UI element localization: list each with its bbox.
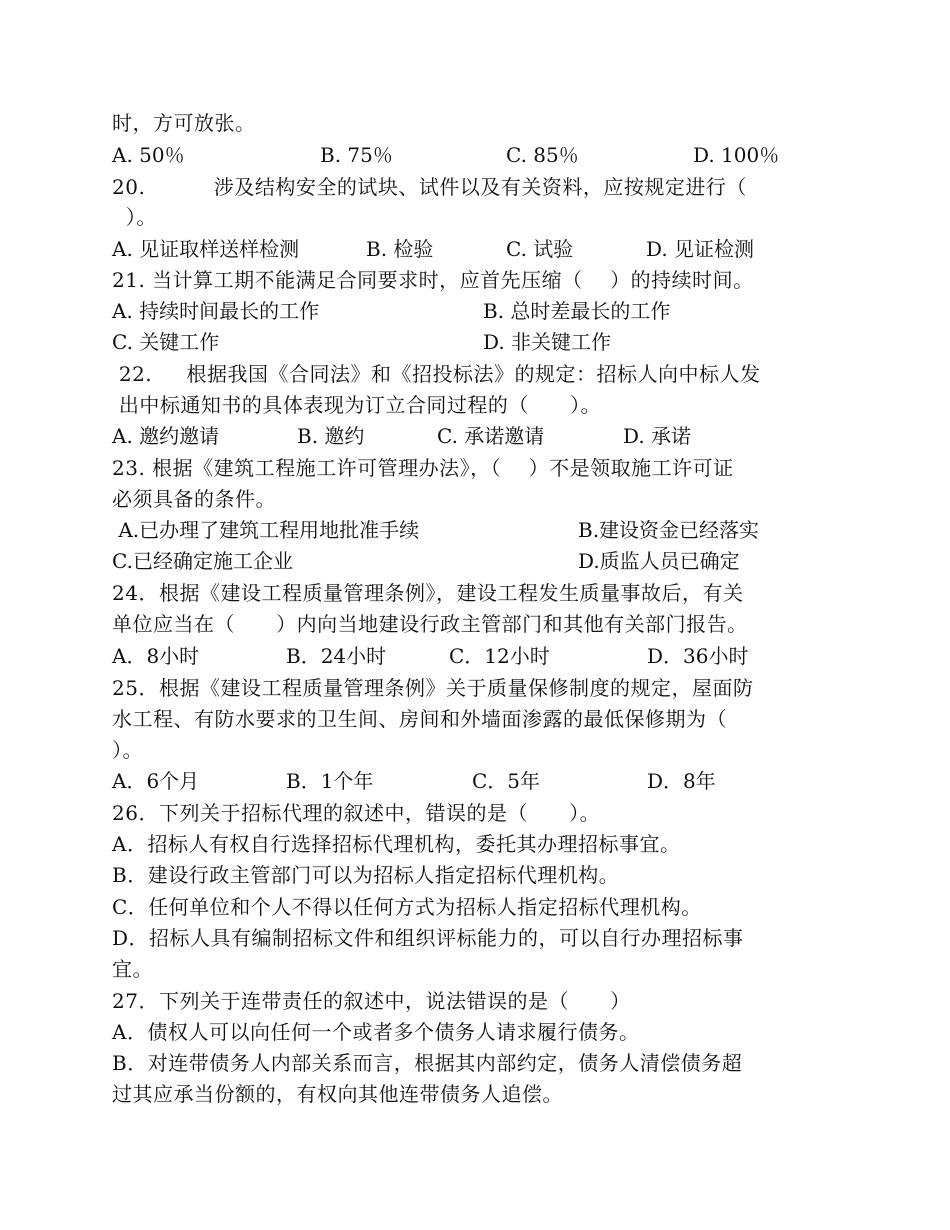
q20-stem-line1: 20. 涉及结构安全的试块、试件以及有关资料，应按规定进行（ <box>112 175 747 199</box>
q22-option-d: D. 承诺 <box>623 424 692 448</box>
q21-option-c: C. 关键工作 <box>112 330 220 354</box>
q23-option-d: D.质监人员已确定 <box>578 549 740 573</box>
q22-option-c: C. 承诺邀请 <box>437 424 545 448</box>
q24-stem-line1: 24．根据《建设工程质量管理条例》，建设工程发生质量事故后，有关 <box>112 581 744 605</box>
q27-option-b-line1: B．对连带债务人内部关系而言，根据其内部约定，债务人清偿债务超 <box>112 1051 743 1075</box>
q24-stem-line2: 单位应当在（ ）内向当地建设行政主管部门和其他有关部门报告。 <box>112 612 748 636</box>
q20-option-b: B. 检验 <box>366 237 434 261</box>
q25-option-c: C．5年 <box>472 769 541 793</box>
q20-option-a: A. 见证取样送样检测 <box>112 237 300 261</box>
q26-option-d-line1: D．招标人具有编制招标文件和组织评标能力的，可以自行办理招标事 <box>112 926 744 950</box>
q25-option-b: B．1个年 <box>286 769 374 793</box>
q27-option-b-line2: 过其应承当份额的，有权向其他连带债务人追偿。 <box>112 1082 563 1106</box>
q20-stem-line2: ）。 <box>112 205 157 229</box>
q25-option-d: D．8年 <box>647 769 716 793</box>
q21-option-b: B. 总时差最长的工作 <box>483 299 671 323</box>
q22-stem-line1: 22. 根据我国《合同法》和《招投标法》的规定：招标人向中标人发 <box>112 362 761 386</box>
q27-option-a: A．债权人可以向任何一个或者多个债务人请求履行债务。 <box>112 1020 640 1044</box>
q22-stem-line2: 出中标通知书的具体表现为订立合同过程的（ ）。 <box>112 393 602 417</box>
q23-stem-line1: 23. 根据《建筑工程施工许可管理办法》，（ ）不是领取施工许可证 <box>112 456 734 480</box>
q25-stem-line2: 水工程、有防水要求的卫生间、房间和外墙面渗露的最低保修期为（ <box>112 707 727 731</box>
q23-option-c: C.已经确定施工企业 <box>112 549 293 573</box>
q22-option-b: B. 邀约 <box>297 424 365 448</box>
q24-option-d: D．36小时 <box>647 644 749 668</box>
q19-option-c: C. 85％ <box>506 143 579 167</box>
q21-option-a: A. 持续时间最长的工作 <box>112 299 320 323</box>
q24-option-c: C．12小时 <box>449 644 550 668</box>
q26-option-d-line2: 宜。 <box>112 957 153 981</box>
q21-stem: 21. 当计算工期不能满足合同要求时，应首先压缩（ ）的持续时间。 <box>112 268 754 292</box>
q19-option-b: B. 75％ <box>320 143 393 167</box>
q24-option-b: B．24小时 <box>286 644 387 668</box>
q26-option-a: A．招标人有权自行选择招标代理机构，委托其办理招标事宜。 <box>112 832 681 856</box>
q20-option-c: C. 试验 <box>506 237 574 261</box>
q19-option-a: A. 50％ <box>112 143 185 167</box>
q23-option-b: B.建设资金已经落实 <box>578 518 760 542</box>
q26-stem: 26．下列关于招标代理的叙述中，错误的是（ ）。 <box>112 801 601 825</box>
q20-option-d: D. 见证检测 <box>646 237 755 261</box>
q25-option-a: A．6个月 <box>112 769 200 793</box>
q25-stem-line3: ）。 <box>112 738 143 762</box>
q22-option-a: A. 邀约邀请 <box>112 424 220 448</box>
q26-option-c: C．任何单位和个人不得以任何方式为招标人指定招标代理机构。 <box>112 895 702 919</box>
q23-option-a: A.已办理了建筑工程用地批准手续 <box>112 518 420 542</box>
q19-continuation: 时，方可放张。 <box>112 111 256 135</box>
q27-stem: 27．下列关于连带责任的叙述中，说法错误的是（ ） <box>112 989 631 1013</box>
q23-stem-line2: 必须具备的条件。 <box>112 487 276 511</box>
q21-option-d: D. 非关键工作 <box>483 330 612 354</box>
q26-option-b: B．建设行政主管部门可以为招标人指定招标代理机构。 <box>112 863 620 887</box>
q19-option-d: D. 100％ <box>693 143 780 167</box>
q24-option-a: A．8小时 <box>112 644 200 668</box>
q25-stem-line1: 25．根据《建设工程质量管理条例》关于质量保修制度的规定，屋面防 <box>112 676 754 700</box>
